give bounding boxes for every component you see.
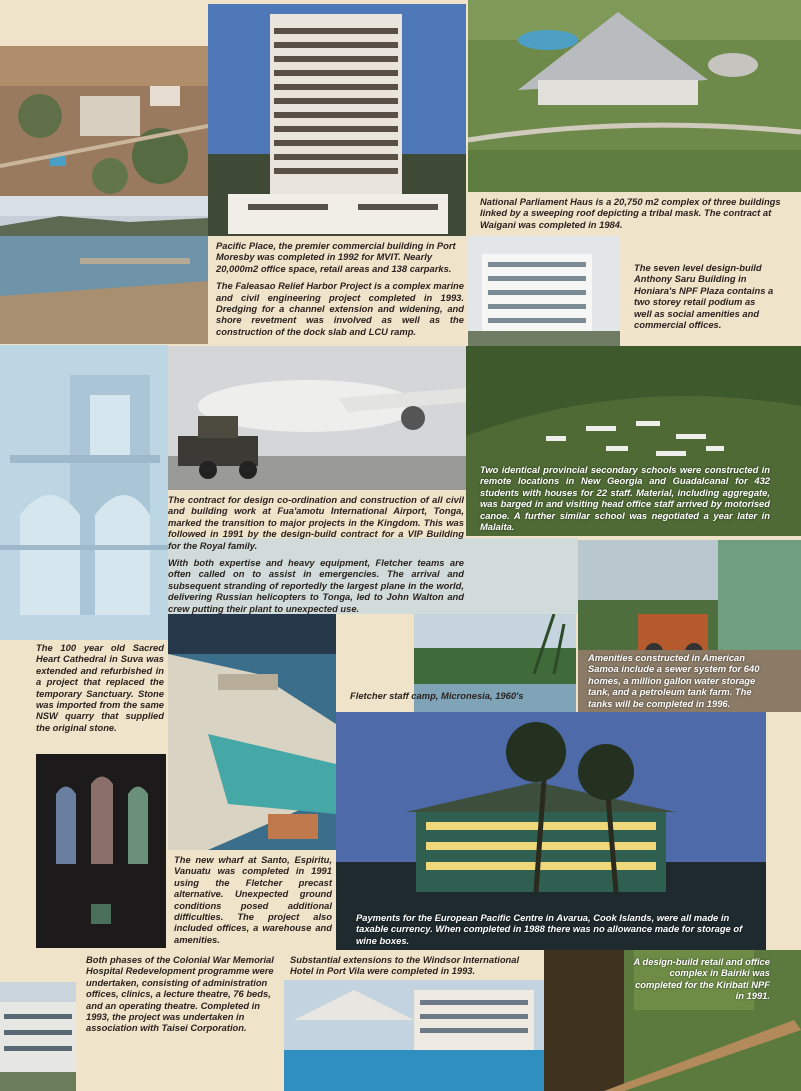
cathedral-tracery-decoration <box>0 345 168 640</box>
pacific-place-text: Pacific Place, the premier commercial building in Port Moresby was completed in 1992 for MVIT. Nearly 20,000m2 office space, retail areas and 138 carparks. <box>216 240 456 274</box>
santo-wharf-photo <box>168 614 336 850</box>
cathedral-interior-photo <box>36 754 166 948</box>
pacific-place-building-photo <box>208 4 466 236</box>
aerial-town-photo <box>0 46 208 196</box>
fuaamotu-caption <box>168 494 464 620</box>
anthony-saru-building-photo <box>468 236 620 346</box>
colonial-war-hospital-photo <box>0 982 76 1091</box>
staff-camp-caption: Fletcher staff camp, Micronesia, 1960's <box>350 690 524 701</box>
harbor-photo <box>0 196 208 344</box>
faleasao-text: The Faleasao Relief Harbor Project is a complex marine and civil engineering project completed in 1993. Dredging for a channel extension and widening, and shore revetment was involved as well as the construction of the dock slab and LCU ramp. <box>216 280 464 337</box>
windsor-caption: Substantial extensions to the Windsor International Hotel in Port Vila were completed in 1993. <box>290 954 520 977</box>
schools-caption: Two identical provincial secondary schools were constructed in remote locations in New Georgia and Guadalcanal for 432 students with houses for 22 staff. Material, including aggregate, was barged in and visiting head office staff arrived by motorised canoe. A further similar school was negotiated a year later in Malaita. <box>480 464 770 533</box>
parliament-caption: National Parliament Haus is a 20,750 m2 complex of three buildings linked by a sweeping roof depicting a tribal mask. The contract at Waigani was completed in 1984. <box>480 196 781 230</box>
plane-photo <box>168 346 466 490</box>
fuaamotu-text: The contract for design co-ordination and construction of all civil and building work at Fua'amotu International Airport, Tonga, marked the transition to major projects in the Kingdom. This was followed in 1991 by the design-build contract for a VIP Building for the Royal family. <box>168 494 464 551</box>
santo-wharf-caption: The new wharf at Santo, Espiritu, Vanuatu was completed in 1991 using the Fletcher precast alternative. Unexpected ground conditions posed additional difficulties. The project also included offices, a warehouse and amenities. <box>174 854 332 945</box>
european-centre-caption: Payments for the European Pacific Centre in Avarua, Cook Islands, were all made in taxable currency. When completed in 1988 there was no allowance made for storage of wine boxes. <box>356 912 743 946</box>
decorative-band-top <box>0 0 210 46</box>
cathedral-caption: The 100 year old Sacred Heart Cathedral in Suva was extended and refurbished in a project that replaced the temporary Sanctuary. Stone was imported from the same NSW quarry that supplied the original stone. <box>36 642 164 733</box>
parliament-haus-photo <box>468 0 801 192</box>
emergencies-text: With both expertise and heavy equipment, Fletcher teams are often called on to assist in emergencies. The arrival and subsequent stranding of reportedly the largest plane in the world, delivering Russian helicopters to Tonga, led to John Walton and crew putting their plant to unexpected use. <box>168 557 464 614</box>
saru-building-caption: The seven level design-build Anthony Saru Building in Honiara's NPF Plaza contains a two storey retail podium as well as social amenities and commercial offices. <box>634 262 774 331</box>
pacific-place-caption <box>216 240 464 343</box>
windsor-hotel-photo <box>284 980 544 1091</box>
kiribati-caption: A design-build retail and office complex in Bairiki was completed for the Kiribati NPF in 1991. <box>633 956 770 1002</box>
american-samoa-caption: Amenities constructed in American Samoa include a sewer system for 640 homes, a million gallon water storage tank, and a petroleum tank farm. The tanks will be completed in 1996. <box>588 652 760 709</box>
colonial-war-caption: Both phases of the Colonial War Memorial Hospital Redevelopment programme were undertaken, consisting of administration offices, clinics, a lecture theatre, 76 beds, and an operating theatre. Completed in 1993, the project was undertaken in association with Taisei Corporation. <box>86 954 274 1034</box>
